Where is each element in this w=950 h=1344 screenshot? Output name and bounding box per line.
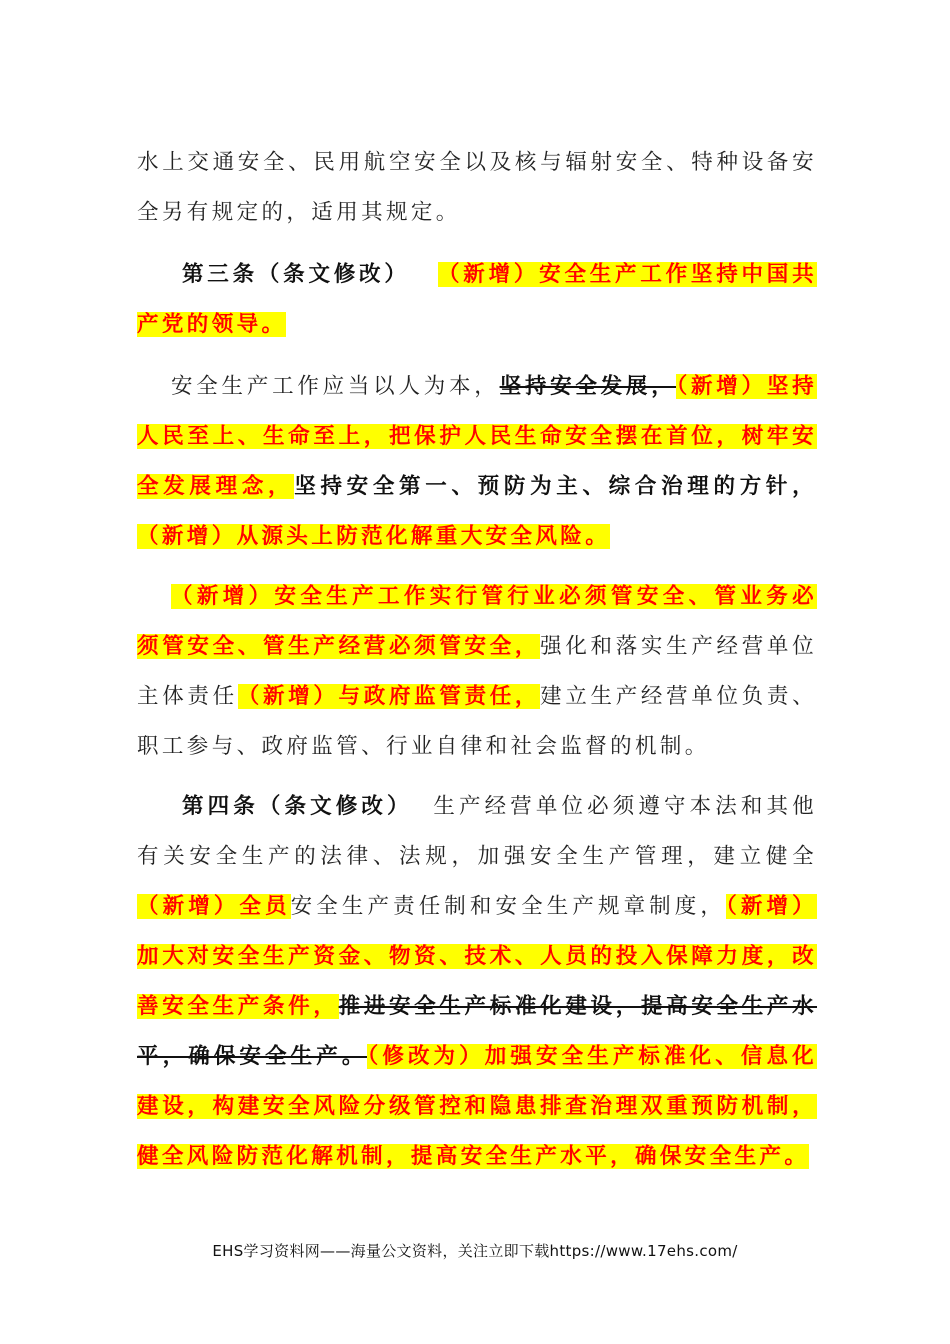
added-text-risk-prevention: （新增）从源头上防范化解重大安全风险。	[137, 524, 611, 549]
added-text-all-staff: （新增）全员	[137, 894, 291, 919]
paragraph-text: 水上交通安全、民用航空安全以及核与辐射安全、特种设备安全另有规定的，适用其规定。	[137, 150, 817, 225]
paragraph-responsibility	[137, 572, 817, 772]
article-3-heading: 第三条（条文修改）	[182, 262, 410, 287]
paragraph-article-3	[137, 250, 817, 350]
added-text-investment: （新增）加大对安全生产资金、物资、技术、人员的投入保障力度，改善安全生产条件，	[137, 894, 817, 1019]
paragraph-scope-exception	[137, 138, 817, 238]
modified-text-standardization: （修改为）加强安全生产标准化、信息化建设，构建安全风险分级管控和隐患排查治理双重预防机制，健全风险防范化解机制，提高安全生产水平，确保安全生产。	[137, 1044, 817, 1169]
footer-text: EHS学习资料网——海量公文资料，关注立即下载https://www.17ehs.com/	[212, 1242, 738, 1260]
paragraph-text: 生产经营单位必须遵守本法和其他有关安全生产的法律、法规，加强安全生产管理，建立健全	[137, 794, 817, 869]
paragraph-text-bold: 坚持安全第一、预防为主、综合治理的方针，	[294, 474, 817, 499]
paragraph-article-4	[137, 782, 817, 1182]
added-text-government-supervision: （新增）与政府监管责任，	[237, 684, 541, 709]
deleted-text: 推进安全生产标准化建设，提高安全生产水平，确保安全生产。	[137, 994, 818, 1069]
paragraph-text: 安全生产责任制和安全生产规章制度，	[290, 894, 727, 919]
paragraph-text: 建立生产经营单位负责、职工参与、政府监管、行业自律和社会监督的机制。	[137, 684, 817, 759]
deleted-text: 坚持安全发展，	[499, 374, 677, 399]
added-text-people-first: （新增）坚持人民至上、生命至上，把保护人民生命安全摆在首位，树牢安全发展理念，	[137, 374, 818, 499]
article-4-heading: 第四条（条文修改）	[182, 794, 413, 819]
paragraph-text: 强化和落实生产经营单位主体责任	[137, 634, 817, 709]
added-text-party-leadership: （新增）安全生产工作坚持中国共产党的领导。	[137, 262, 817, 337]
added-text-industry-management: （新增）安全生产工作实行管行业必须管安全、管业务必须管安全、管生产经营必须管安全，	[137, 584, 817, 659]
paragraph-text: 安全生产工作应当以人为本，	[171, 374, 500, 399]
paragraph-people-oriented	[137, 362, 817, 562]
